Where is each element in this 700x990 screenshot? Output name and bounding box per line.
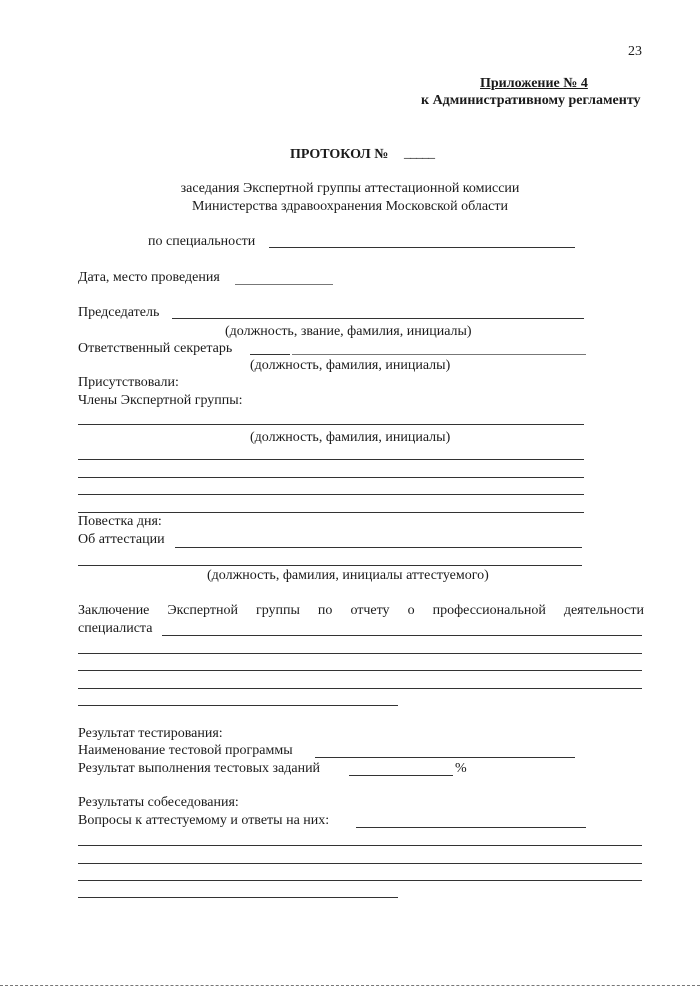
attestee-hint: (должность, фамилия, инициалы аттестуемого) [207,568,489,583]
agenda-label: Повестка дня: [78,514,162,529]
session-line-2: Министерства здравоохранения Московской области [192,199,508,214]
specialty-field-line[interactable] [269,247,575,248]
attestee-field-line[interactable] [78,565,582,566]
secretary-hint: (должность, фамилия, инициалы) [250,358,451,373]
questions-field-line-2[interactable] [78,845,642,846]
protocol-title: ПРОТОКОЛ № [290,147,389,162]
members-hint: (должность, фамилия, инициалы) [250,430,451,445]
questions-label: Вопросы к аттестуемому и ответы на них: [78,813,330,828]
conclusion-field-line-2[interactable] [78,653,642,654]
members-field-line-1[interactable] [78,424,584,425]
members-field-line-4[interactable] [78,494,584,495]
conclusion-field-line-5[interactable] [78,705,398,706]
conclusion-field-line-4[interactable] [78,688,642,689]
questions-field-line-4[interactable] [78,880,642,881]
specialty-label: по специальности [148,234,256,249]
interview-results-label: Результаты собеседования: [78,795,239,810]
chairman-label: Председатель [78,305,160,320]
appendix-title: Приложение № 4 [480,76,588,91]
members-field-line-2[interactable] [78,459,584,460]
session-line-1: заседания Экспертной группы аттестационной комиссии [180,181,520,196]
conclusion-field-line-1[interactable] [162,635,642,636]
conclusion-field-line-3[interactable] [78,670,642,671]
members-field-line-3[interactable] [78,477,584,478]
test-program-label: Наименование тестовой программы [78,743,293,758]
attestation-field-line[interactable] [175,547,582,548]
present-label: Присутствовали: [78,375,179,390]
date-place-label: Дата, место проведения [78,270,220,285]
members-label: Члены Экспертной группы: [78,393,243,408]
questions-field-line-5[interactable] [78,897,398,898]
scan-edge-line [0,985,700,986]
protocol-number-blank: _____ [404,146,434,161]
testing-result-label: Результат тестирования: [78,726,223,741]
appendix-subtitle: к Административному регламенту [421,93,641,108]
test-program-field-line[interactable] [315,757,575,758]
secretary-field-line[interactable] [292,354,586,355]
conclusion-line-1: Заключение Экспертной группы по отчету о профессиональной деятельности [78,603,644,618]
attestation-label: Об аттестации [78,532,165,547]
secretary-label: Ответственный секретарь [78,341,233,356]
test-tasks-label: Результат выполнения тестовых заданий [78,761,321,776]
date-place-field-line[interactable] [235,284,333,285]
questions-field-line-1[interactable] [356,827,586,828]
page-number: 23 [628,44,642,59]
test-tasks-field-line[interactable] [349,775,453,776]
percent-sign: % [455,761,467,776]
members-field-line-5[interactable] [78,512,584,513]
chairman-hint: (должность, звание, фамилия, инициалы) [225,324,472,339]
chairman-field-line[interactable] [172,318,584,319]
secretary-field-line-short[interactable] [250,354,290,355]
questions-field-line-3[interactable] [78,863,642,864]
conclusion-line-2: специалиста [78,621,153,636]
